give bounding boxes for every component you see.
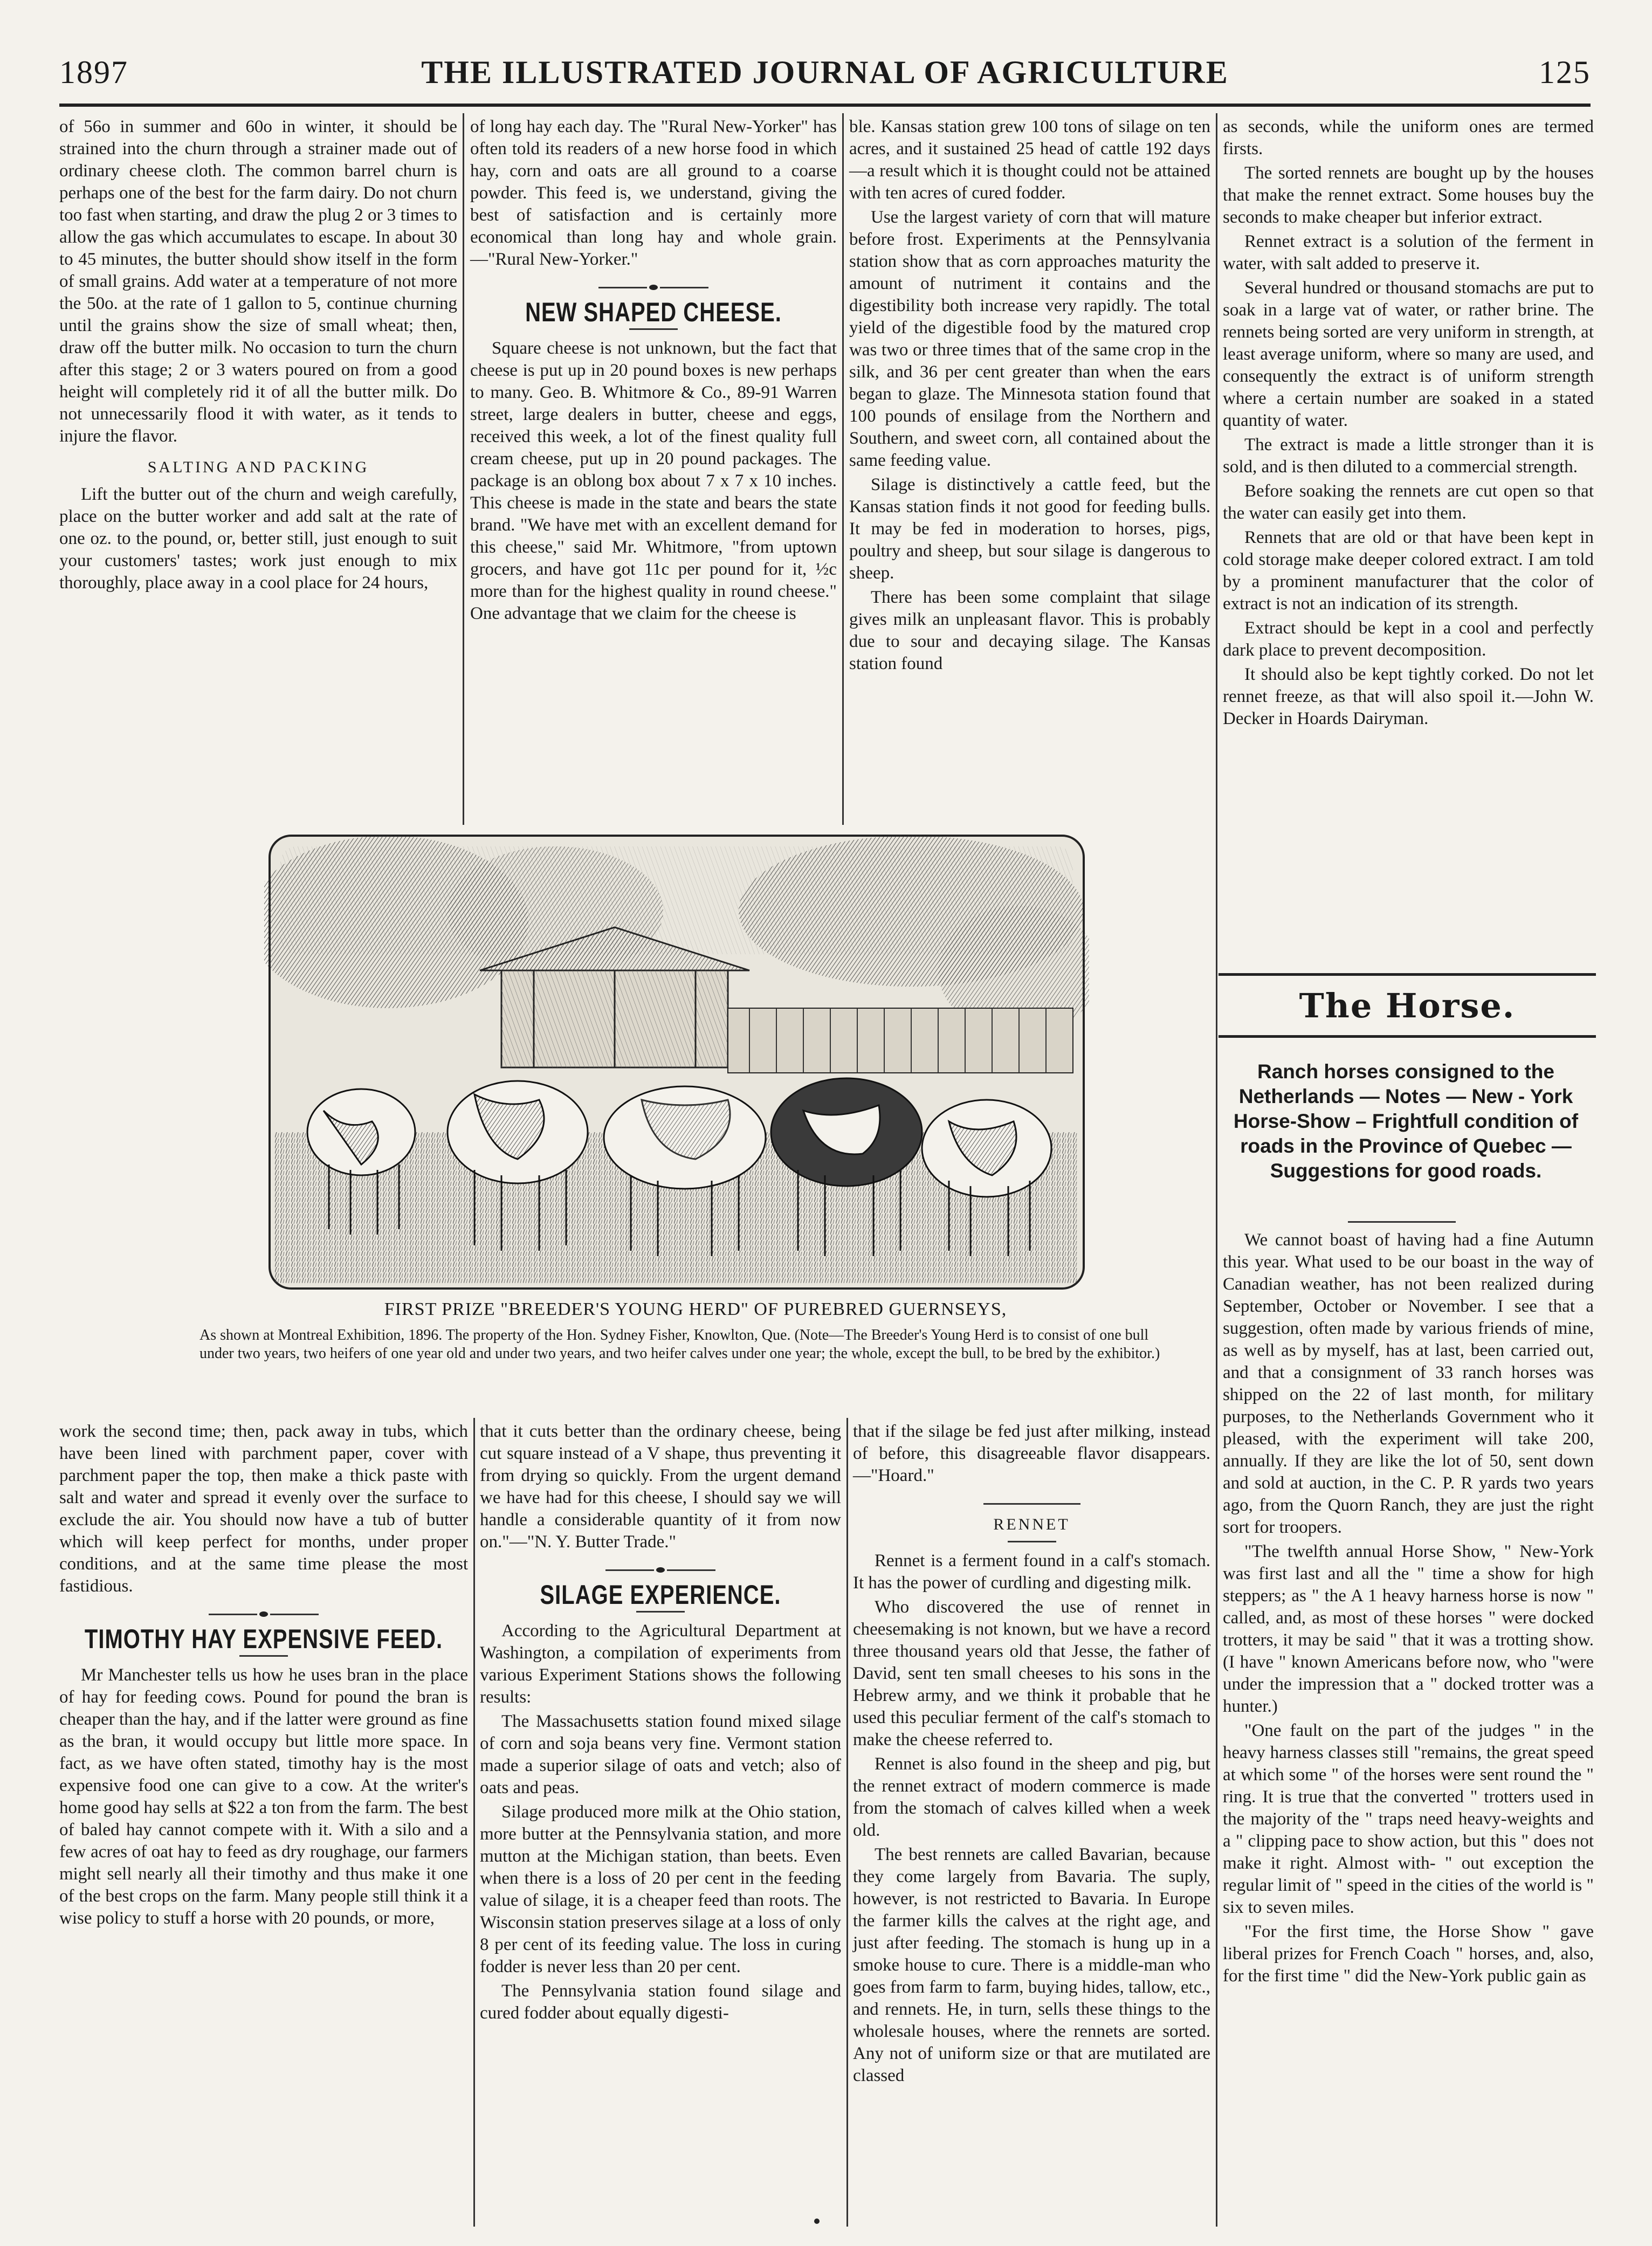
salting-paragraph: Lift the butter out of the churn and weigh carefully, place on the butter worker and add salt at the rate of one oz. to the pound, or, better still, just enough to suit your customers' tastes; work just enough to mix thoroughly, place away in a cool place for 24 hours, — [59, 485, 457, 592]
section-separator — [480, 1567, 841, 1573]
horse-section-banner — [1219, 973, 1596, 1038]
horse-paragraph: "One fault on the part of the judges " in the heavy harness classes still "remains, the great speed at which some " of the horses were sent round the " ring. It is true that the converted " trotters used in the majority of the " traps need heavy-weights and a " clipping pace to show action, but this " does not make it right. Almost with- " out exception the regular limit of " speed in the cities of the world is " six to seven miles. — [1223, 1721, 1594, 1917]
packing-paragraph: work the second time; then, pack away in tubs, which have been lined with parchment paper, cover with parchment paper the top, then make a thick paste with salt and water and spread it evenly over the surface to exclude the air. You should now have a tub of butter which will keep perfect for months, under proper conditions, and at the same time please the most fastidious. — [59, 1422, 468, 1596]
cheese-continued-paragraph: that it cuts better than the ordinary cheese, being cut square instead of a V shape, thus preventing it from drying so quickly. From the urgent demand we have had for this cheese, I should say we will handle a considerable quantity of it from now on."—"N. Y. Butter Trade." — [480, 1422, 841, 1552]
silage-paragraph: ble. Kansas station grew 100 tons of silage on ten acres, and it sustained 25 head of cattle 192 days—a result which it is thought could not be attained with ten acres of cured fodder. — [849, 117, 1210, 203]
timothy-hay-heading: TIMOTHY HAY EXPENSIVE FEED. — [84, 1624, 443, 1655]
figure-caption-body: As shown at Montreal Exhibition, 1896. The property of the Hon. Sydney Fisher, Knowlton, Que. (Note—The Breeder's Young Herd is to consist of one bull under two years, two heifers of one year old and under two years, and two heifer calves under one year; the whole, except the bull, to be bred by the exhibitor.) — [199, 1327, 1160, 1362]
timothy-paragraph: Mr Manchester tells us how he uses bran in the place of hay for feeding cows. Pound for pound the bran is cheaper than the hay, and if the latter were ground as fine as the bran, it would occupy but little more space. In fact, as we have often stated, timothy hay is the most expensive food one can give to a cow. At the writer's home good hay sells at $22 a ton from the farm. The best of baled hay cannot compete with it. With a silo and a few acres of oat hay to feed as dry roughage, our farmers might sell nearly all their timothy and thus make it one of the best crops on the farm. Many people still think it a wise policy to stuff a horse with 20 pounds, or more, — [59, 1665, 468, 1928]
rennet-paragraph: The best rennets are called Bavarian, because they come largely from Bavaria. The suply, however, is not restricted to Bavaria. In Europe the farmer kills the calves at the right age, and just after feeding. The stomach is hung up in a smoke house to cure. There is a middle-man who goes from farm to farm, buying hides, tallow, etc., and rennets. He, in turn, sells these things to the wholesale houses, where the rennets are sorted. Any not of uniform size or that are mutilated are classed — [853, 1845, 1210, 2085]
rennet-paragraph: as seconds, while the uniform ones are termed firsts. — [1223, 117, 1594, 159]
rennet-heading: RENNET — [993, 1515, 1070, 1533]
cheese-paragraph: Square cheese is not unknown, but the fact that cheese is put up in 20 pound boxes is new perhaps to many. Geo. B. Whitmore & Co., 89-91 Warren street, large dealers in butter, cheese and eggs, received this week, a lot of the finest quality full cream cheese, put up in 20 pound packages. The package is an oblong box about 7 x 7 x 10 inches. This cheese is made in the state and bears the state brand. "We have met with an excellent demand for this cheese," said Mr. Whitmore, "from uptown grocers, and have got 11c per pound for it, ½c more than for the highest quality in round cheese." One advantage that we claim for the cheese is — [470, 339, 837, 623]
header-rule — [59, 104, 1591, 107]
new-shaped-cheese-heading: NEW SHAPED CHEESE. — [525, 298, 782, 328]
churn-paragraph: of 56o in summer and 60o in winter, it should be strained into the churn through a strainer made out of ordinary cheese cloth. The common barrel churn is perhaps one of the best for the farm dairy. Do not churn too fast when starting, and draw the plug 2 or 3 times to allow the gas which accumulates to escape. In about 30 to 45 minutes, the butter should show itself in the form of small grains. Add water at a temperature of not more the 50o. at the rate of 1 gallon to 5, continue churning until the grains show the size of small wheat; then, draw off the butter milk. No occasion to turn the churn after this stage; 2 or 3 waters poured on from a good height will completely rid it of all the butter milk. Do not unnecessarily flood it with water, as it tends to injure the flavor. — [59, 117, 457, 446]
page-header — [59, 54, 1591, 99]
rennet-paragraph: Several hundred or thousand stomachs are put to soak in a large vat of water, or rather brine. The rennets being sorted are very uniform in strength, at least average uniform, where so many are used, and consequently the extract is of uniform strength where a certain number are soaked in a stated quantity of water. — [1223, 278, 1594, 430]
horse-paragraph: "For the first time, the Horse Show " gave liberal prizes for French Coach " horses, and, also, for the first time " did the New-York public gain as — [1223, 1922, 1594, 1986]
heading-rule — [629, 328, 678, 330]
rennet-paragraph: Rennet is a ferment found in a calf's stomach. It has the power of curdling and digesting milk. — [853, 1551, 1210, 1593]
silage-paragraph: Use the largest variety of corn that will mature before frost. Experiments at the Pennsylvania station show that as corn approaches maturity the amount of nutriment it contains and the digestibility both increase very rapidly. The total yield of the digestible food by the matured crop was two or three times that of the same crop in the silk, and 36 per cent greater than when the ears began to glaze. The Minnesota station found that 100 pounds of ensilage from the Northern and Southern, and sweet corn, all contained about the same feeding value. — [849, 208, 1210, 470]
rural-new-yorker-paragraph: of long hay each day. The "Rural New-Yorker" has often told its readers of a new horse food in which hay, corn and oats are all ground to a coarse powder. This feed is, we understand, giving the best of satisfaction and is certainly more economical than long hay and whole grain.—"Rural New-Yorker." — [470, 117, 837, 269]
column-4-lower — [1223, 1229, 1594, 1989]
column-3-upper — [849, 116, 1210, 677]
horse-paragraph: We cannot boast of having had a fine Autumn this year. What used to be our boast in the way of Canadian weather, has not been realized during September, October or November. I see that a suggestion, often made by various friends of mine, as well as by myself, has at last, been carried out, and that a consignment of 33 ranch horses was shipped on the 22 of last month, for military purposes, to the Netherlands Government who it pleased, with the experiment will take 200, annually. If they are like the lot of 50, sent down and sold at auction, in the C. P. R yards two years ago, from the Quorn Ranch, they are just the right sort for troopers. — [1223, 1230, 1594, 1537]
silage-continued-paragraph: that if the silage be fed just after milking, instead of before, this disagreeable flavor disappears.—"Hoard." — [853, 1422, 1210, 1485]
rennet-paragraph: It should also be kept tightly corked. Do not let rennet freeze, as that will also spoil it.—John W. Decker in Hoards Dairyman. — [1223, 665, 1594, 728]
silage-experience-paragraph: The Pennsylvania station found silage and cured fodder about equally digesti- — [480, 1981, 841, 2023]
column-3-lower — [853, 1421, 1210, 2089]
silage-paragraph: There has been some complaint that silage gives milk an unpleasant flavor. This is probably due to sour and decaying silage. The Kansas station found — [849, 588, 1210, 673]
rennet-paragraph: Rennet extract is a solution of the ferment in water, with salt added to preserve it. — [1223, 232, 1594, 273]
column-1-lower — [59, 1421, 468, 1932]
horse-paragraph: "The twelfth annual Horse Show, " New-York was first last and all the " time a show for high steppers; as " the A 1 heavy harness horse is now " called, and, as most of these horses " were docked trotters, it may be said " that it was a trotting show. (I have " known Americans before now, who "were under the impression that a " docked trotter was a hunter.) — [1223, 1542, 1594, 1716]
rennet-paragraph: Extract should be kept in a cool and perfectly dark place to prevent decomposition. — [1223, 618, 1594, 660]
column-divider — [846, 1418, 848, 2227]
rennet-paragraph: Rennets that are old or that have been kept in cold storage make deeper colored extract. I am told by a prominent manufacturer that the color of extract is not an indication of its strength. — [1223, 528, 1594, 614]
salting-heading: SALTING AND PACKING — [147, 458, 369, 476]
rennet-paragraph: Rennet is also found in the sheep and pig, but the rennet extract of modern commerce is made from the stomach of calves killed when a week old. — [853, 1754, 1210, 1840]
section-separator — [59, 1611, 468, 1617]
heading-rule — [1008, 1541, 1056, 1542]
ink-mark — [814, 2219, 820, 2224]
page-number: 125 — [1539, 54, 1591, 90]
header-year: 1897 — [59, 54, 128, 90]
silage-paragraph: Silage is distinctively a cattle feed, but the Kansas station finds it not good for feeding bulls. It may be fed in moderation to horses, pigs, poultry and sheep, but sour silage is dangerous to sheep. — [849, 475, 1210, 583]
silage-experience-paragraph: Silage produced more milk at the Ohio station, more butter at the Pennsylvania station, and more mutton at the Michigan station, than beets. Even when there is a loss of 20 per cent in the feeding value of silage, it is a cheaper feed than roots. The Wisconsin station preserves silage at a loss of only 8 per cent of its feeding value. The loss in curing fodder is never less than 20 per cent. — [480, 1802, 841, 1976]
horse-section-title: The Horse. — [1299, 986, 1516, 1025]
silage-experience-paragraph: The Massachusetts station found mixed silage of corn and soja beans very fine. Vermont station made a superior silage of oats and vetch; also of oats and peas. — [480, 1712, 841, 1797]
heading-rule — [239, 1655, 288, 1657]
column-2-lower — [480, 1421, 841, 2027]
column-1-upper — [59, 116, 457, 596]
rennet-paragraph: Who discovered the use of rennet in cheesemaking is not known, but we have a record three thousand years old that Jesse, the father of David, sent ten small cheeses to his sons in the Hebrew army, and we think it probable that he used this peculiar ferment of the calf's stomach to make the cheese referred to. — [853, 1597, 1210, 1749]
column-divider — [463, 113, 464, 825]
figure-caption-title: FIRST PRIZE "BREEDER'S YOUNG HERD" OF PUREBRED GUERNSEYS, — [384, 1299, 1007, 1319]
horse-subtitle: Ranch horses consigned to the Netherlands — Notes — New - York Horse-Show – Frightfull condition of roads in the Province of Quebec —Suggestions for good roads. — [1233, 1060, 1579, 1182]
guernsey-herd-engraving — [264, 830, 1089, 1294]
rennet-paragraph: The extract is made a little stronger than it is sold, and is then diluted to a commercial strength. — [1223, 435, 1594, 477]
section-separator — [470, 285, 837, 290]
section-rule — [983, 1503, 1080, 1505]
column-4-upper — [1223, 116, 1594, 732]
column-divider — [842, 113, 844, 825]
journal-title: THE ILLUSTRATED JOURNAL OF AGRICULTURE — [421, 54, 1229, 90]
heading-rule — [636, 1611, 685, 1613]
rennet-paragraph: Before soaking the rennets are cut open so that the water can easily get into them. — [1223, 481, 1594, 523]
subtitle-rule — [1348, 1221, 1456, 1223]
column-divider — [473, 1418, 475, 2227]
column-2-upper — [470, 116, 837, 627]
silage-experience-paragraph: According to the Agricultural Department at Washington, a compilation of experiments from various Experiment Stations shows the following results: — [480, 1621, 841, 1707]
rennet-paragraph: The sorted rennets are bought up by the houses that make the rennet extract. Some houses buy the seconds to make cheaper but inferior extract. — [1223, 163, 1594, 227]
silage-experience-heading: SILAGE EXPERIENCE. — [540, 1580, 781, 1610]
